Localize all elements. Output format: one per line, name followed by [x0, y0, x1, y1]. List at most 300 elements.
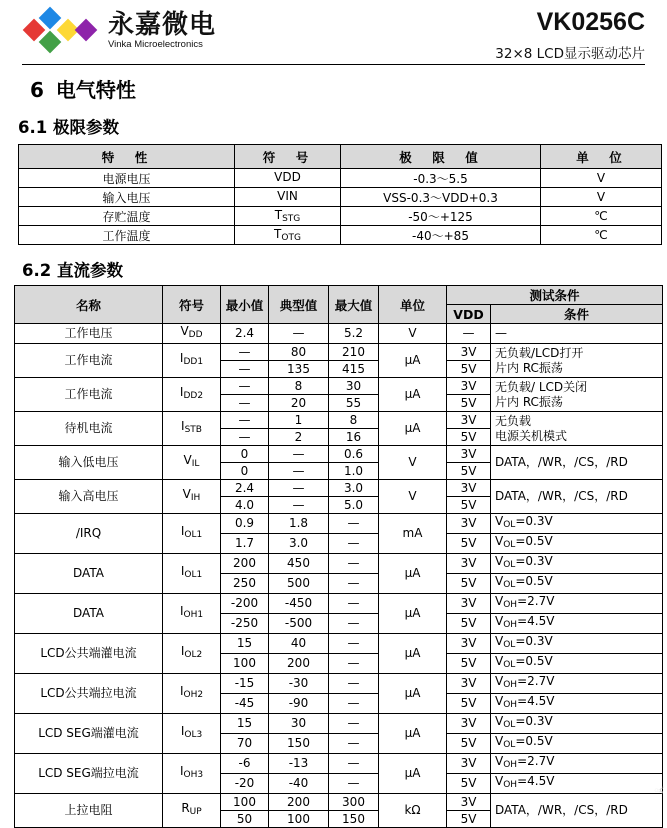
cell-vdd: 3V — [447, 480, 491, 497]
cell-max: 5.0 — [329, 497, 379, 514]
header-test-conditions: 测试条件 — [447, 286, 663, 305]
cell-unit: μA — [379, 714, 447, 754]
cell-max: — — [329, 514, 379, 534]
cell-symbol — [163, 324, 221, 344]
cell-symbol-sub: OTG — [281, 233, 301, 243]
cell-vdd: 5V — [447, 811, 491, 828]
condition-base: V — [495, 614, 504, 628]
cell-symbol-base: T — [274, 227, 282, 241]
header-max: 最大值 — [329, 286, 379, 324]
condition-value: =0.3V — [515, 554, 553, 568]
cell-condition — [491, 324, 663, 344]
cell-symbol-sub: OH3 — [183, 770, 204, 780]
cell-max: — — [329, 634, 379, 654]
cell-vdd: 3V — [447, 514, 491, 534]
condition-base: V — [495, 694, 504, 708]
dc-params-title: 6.2 直流参数 — [22, 261, 123, 280]
cell-symbol — [163, 794, 221, 828]
condition-line: 无负载 — [495, 413, 532, 428]
cell-max: — — [329, 654, 379, 674]
cell-condition — [491, 714, 663, 734]
condition-value: =0.5V — [515, 534, 553, 548]
cell-symbol-sub: OL2 — [184, 650, 203, 660]
cell-typ: 8 — [269, 378, 329, 395]
cell-vdd: 3V — [447, 446, 491, 463]
cell-condition — [491, 344, 663, 378]
cell-symbol-base: I — [179, 351, 184, 365]
cell-min: 2.4 — [221, 480, 269, 497]
cell-symbol — [235, 226, 341, 245]
table-row — [15, 754, 663, 774]
cell-condition — [491, 446, 663, 480]
cell-typ: 80 — [269, 344, 329, 361]
cell-min: — — [221, 361, 269, 378]
cell-unit: mA — [379, 514, 447, 554]
cell-max: — — [329, 534, 379, 554]
table-row — [15, 378, 663, 395]
condition-base: V — [495, 774, 504, 788]
cell-max: — — [329, 614, 379, 634]
condition-sub: OL — [503, 640, 516, 650]
cell-typ: -450 — [269, 594, 329, 614]
cell-min: -250 — [221, 614, 269, 634]
cell-min: 50 — [221, 811, 269, 828]
chip-code: VK0256C — [536, 8, 645, 36]
cell-unit: μA — [379, 674, 447, 714]
cell-name: 待机电流 — [15, 412, 163, 446]
table-row — [15, 674, 663, 694]
cell-symbol-base: V — [182, 487, 191, 501]
condition-sub: OL — [503, 560, 516, 570]
cell-name: 工作电压 — [15, 324, 163, 344]
cell-typ: -90 — [269, 694, 329, 714]
cell-typ: -30 — [269, 674, 329, 694]
cell-vdd: 3V — [447, 378, 491, 395]
cell-symbol — [235, 207, 341, 226]
cell-vdd: 3V — [447, 674, 491, 694]
cell-symbol-sub: OL1 — [184, 530, 203, 540]
cell-min: 70 — [221, 734, 269, 754]
cell-limit: -50～+125 — [341, 207, 541, 226]
cell-unit: μA — [379, 378, 447, 412]
cell-typ: 200 — [269, 794, 329, 811]
section-number: 6 — [30, 78, 44, 102]
cell-symbol-sub: OH2 — [183, 690, 204, 700]
cell-unit: μA — [379, 594, 447, 634]
cell-symbol-base: I — [181, 419, 185, 433]
table-row — [15, 594, 663, 614]
cell-vdd: 5V — [447, 774, 491, 794]
cell-vdd: 5V — [447, 429, 491, 446]
cell-vdd: 3V — [447, 634, 491, 654]
cell-symbol-base: I — [180, 644, 185, 658]
table-row — [15, 344, 663, 361]
cell-symbol-base: I — [180, 564, 185, 578]
cell-symbol-base: VDD — [274, 170, 301, 184]
table-row — [15, 324, 663, 344]
header-divider — [22, 64, 645, 65]
cell-unit: μA — [379, 554, 447, 594]
cell-vdd: 3V — [447, 412, 491, 429]
cell-max: 3.0 — [329, 480, 379, 497]
table-row — [19, 226, 662, 245]
cell-max: 1.0 — [329, 463, 379, 480]
cell-limit: VSS-0.3～VDD+0.3 — [341, 188, 541, 207]
cell-min: 200 — [221, 554, 269, 574]
condition-line: DATA，/WR，/CS，/RD — [495, 803, 628, 817]
cell-symbol-sub: DD2 — [183, 391, 204, 401]
cell-symbol — [163, 754, 221, 794]
cell-name: 工作电流 — [15, 344, 163, 378]
cell-name: DATA — [15, 594, 163, 634]
table-row — [19, 188, 662, 207]
cell-symbol — [163, 514, 221, 554]
cell-characteristic: 工作温度 — [19, 226, 235, 245]
cell-typ: 135 — [269, 361, 329, 378]
cell-unit: μA — [379, 344, 447, 378]
cell-symbol-base: I — [179, 684, 184, 698]
cell-max: 8 — [329, 412, 379, 429]
cell-limit: -0.3～5.5 — [341, 169, 541, 188]
cell-condition — [491, 694, 663, 714]
cell-symbol — [163, 674, 221, 714]
cell-max: — — [329, 714, 379, 734]
cell-unit: V — [379, 324, 447, 344]
cell-min: -45 — [221, 694, 269, 714]
cell-condition — [491, 754, 663, 774]
cell-max: 5.2 — [329, 324, 379, 344]
section-title — [30, 74, 136, 103]
cell-vdd: 3V — [447, 594, 491, 614]
brand-name-cn: 永嘉微电 — [108, 9, 217, 40]
condition-base: V — [495, 674, 504, 688]
cell-min: — — [221, 344, 269, 361]
watermark: ꥒꞔ꙼ — [654, 786, 663, 794]
cell-min: — — [221, 378, 269, 395]
condition-sub: OL — [503, 720, 516, 730]
cell-vdd: 3V — [447, 714, 491, 734]
cell-typ: 3.0 — [269, 534, 329, 554]
cell-typ: -13 — [269, 754, 329, 774]
cell-symbol — [163, 714, 221, 754]
chip-description: 32×8 LCD显示驱动芯片 — [495, 46, 645, 62]
cell-min: 2.4 — [221, 324, 269, 344]
cell-typ: -500 — [269, 614, 329, 634]
cell-max: — — [329, 754, 379, 774]
condition-sub: OL — [503, 540, 516, 550]
cell-vdd: — — [447, 324, 491, 344]
condition-sub: OL — [503, 660, 516, 670]
table-header-row — [19, 145, 662, 169]
header-symbol: 符 号 — [235, 145, 341, 169]
header-name: 名称 — [15, 286, 163, 324]
cell-symbol — [163, 480, 221, 514]
cell-max: — — [329, 774, 379, 794]
dc-params-table — [14, 285, 663, 828]
section-title-text: 电气特性 — [55, 78, 136, 102]
cell-unit: V — [541, 188, 662, 207]
header-unit: 单位 — [379, 286, 447, 324]
cell-max: — — [329, 574, 379, 594]
cell-condition — [491, 634, 663, 654]
cell-max: 55 — [329, 395, 379, 412]
cell-typ: 1 — [269, 412, 329, 429]
cell-vdd: 5V — [447, 614, 491, 634]
header-vdd: VDD — [447, 305, 491, 324]
cell-max: 150 — [329, 811, 379, 828]
cell-min: 100 — [221, 654, 269, 674]
cell-min: 15 — [221, 714, 269, 734]
condition-sub: OL — [503, 580, 516, 590]
cell-typ: 200 — [269, 654, 329, 674]
cell-name: 工作电流 — [15, 378, 163, 412]
cell-min: — — [221, 395, 269, 412]
cell-max: — — [329, 594, 379, 614]
cell-min: 4.0 — [221, 497, 269, 514]
header-characteristic: 特 性 — [19, 145, 235, 169]
condition-sub: OL — [503, 520, 516, 530]
cell-symbol-sub: DD1 — [183, 357, 204, 367]
condition-value: =4.5V — [517, 774, 555, 788]
cell-symbol-sub: OL3 — [184, 730, 203, 740]
table-row — [19, 169, 662, 188]
cell-condition — [491, 614, 663, 634]
cell-min: -15 — [221, 674, 269, 694]
cell-unit: ℃ — [541, 207, 662, 226]
cell-symbol — [163, 344, 221, 378]
header-limit: 极 限 值 — [341, 145, 541, 169]
cell-max: — — [329, 554, 379, 574]
cell-typ: 40 — [269, 634, 329, 654]
table-row — [15, 480, 663, 497]
cell-typ: 100 — [269, 811, 329, 828]
condition-value: =4.5V — [517, 614, 555, 628]
table-header-row — [15, 286, 663, 305]
condition-base: V — [495, 714, 504, 728]
cell-name: LCD SEG端拉电流 — [15, 754, 163, 794]
condition-sub: OH — [503, 780, 518, 790]
cell-name: LCD公共端灌电流 — [15, 634, 163, 674]
abs-max-title: 6.1 极限参数 — [18, 118, 119, 137]
header-unit: 单 位 — [541, 145, 662, 169]
cell-symbol-sub: STB — [184, 425, 202, 435]
cell-min: -200 — [221, 594, 269, 614]
condition-value: =4.5V — [517, 694, 555, 708]
cell-unit: V — [379, 446, 447, 480]
cell-symbol-base: R — [181, 801, 190, 815]
cell-symbol — [163, 412, 221, 446]
cell-symbol — [163, 634, 221, 674]
cell-name: 上拉电阻 — [15, 794, 163, 828]
condition-base: V — [495, 534, 504, 548]
cell-min: 250 — [221, 574, 269, 594]
condition-sub: OH — [503, 680, 518, 690]
cell-typ: — — [269, 480, 329, 497]
brand-name-en: Vinka Microelectronics — [108, 38, 203, 50]
cell-typ: — — [269, 497, 329, 514]
cell-symbol — [163, 594, 221, 634]
cell-min: — — [221, 429, 269, 446]
table-row — [15, 794, 663, 811]
cell-name: DATA — [15, 554, 163, 594]
cell-typ: — — [269, 463, 329, 480]
condition-sub: OH — [503, 620, 518, 630]
cell-name: 输入高电压 — [15, 480, 163, 514]
cell-characteristic: 输入电压 — [19, 188, 235, 207]
cell-condition — [491, 734, 663, 754]
cell-vdd: 5V — [447, 361, 491, 378]
cell-min: 15 — [221, 634, 269, 654]
cell-symbol-sub: UP — [189, 807, 202, 817]
cell-symbol-base: I — [180, 724, 185, 738]
cell-max: 30 — [329, 378, 379, 395]
condition-sub: OH — [503, 700, 518, 710]
header-condition: 条件 — [491, 305, 663, 324]
cell-symbol — [163, 378, 221, 412]
cell-max: — — [329, 674, 379, 694]
cell-typ: — — [269, 446, 329, 463]
condition-line: — — [495, 326, 507, 340]
cell-symbol-base: VIN — [277, 189, 298, 203]
cell-unit: V — [541, 169, 662, 188]
condition-line: DATA，/WR，/CS，/RD — [495, 455, 628, 469]
condition-base: V — [495, 554, 504, 568]
cell-condition — [491, 554, 663, 574]
cell-min: 1.7 — [221, 534, 269, 554]
cell-unit: μA — [379, 412, 447, 446]
condition-value: =2.7V — [517, 674, 555, 688]
cell-symbol — [235, 169, 341, 188]
cell-typ: 20 — [269, 395, 329, 412]
condition-value: =2.7V — [517, 594, 555, 608]
cell-name: /IRQ — [15, 514, 163, 554]
cell-vdd: 3V — [447, 554, 491, 574]
cell-condition — [491, 674, 663, 694]
cell-symbol — [235, 188, 341, 207]
cell-vdd: 5V — [447, 534, 491, 554]
cell-max: 16 — [329, 429, 379, 446]
cell-symbol — [163, 554, 221, 594]
cell-symbol-base: I — [180, 524, 185, 538]
table-row — [15, 514, 663, 534]
cell-symbol-sub: IL — [191, 459, 200, 469]
cell-symbol-sub: DD — [188, 330, 203, 340]
cell-typ: 150 — [269, 734, 329, 754]
condition-value: =0.5V — [515, 654, 553, 668]
condition-line: DATA，/WR，/CS，/RD — [495, 489, 628, 503]
cell-min: -6 — [221, 754, 269, 774]
cell-name: LCD SEG端灌电流 — [15, 714, 163, 754]
brand-logo — [22, 8, 216, 52]
table-row — [15, 554, 663, 574]
cell-symbol — [163, 446, 221, 480]
condition-value: =0.5V — [515, 574, 553, 588]
cell-characteristic: 电源电压 — [19, 169, 235, 188]
condition-line: 无负载/LCD打开 — [495, 345, 584, 360]
cell-min: — — [221, 412, 269, 429]
cell-vdd: 5V — [447, 574, 491, 594]
cell-unit: V — [379, 480, 447, 514]
condition-base: V — [495, 634, 504, 648]
cell-max: 415 — [329, 361, 379, 378]
cell-max: 210 — [329, 344, 379, 361]
cell-symbol-base: V — [180, 324, 189, 338]
cell-symbol-sub: OL1 — [184, 570, 203, 580]
cell-symbol-base: V — [183, 453, 192, 467]
header-min: 最小值 — [221, 286, 269, 324]
cell-condition — [491, 378, 663, 412]
table-row — [15, 446, 663, 463]
cell-vdd: 3V — [447, 754, 491, 774]
cell-typ: 450 — [269, 554, 329, 574]
cell-typ: 2 — [269, 429, 329, 446]
cell-symbol-base: I — [179, 764, 184, 778]
cell-vdd: 3V — [447, 794, 491, 811]
condition-line: 无负载/ LCD关闭 — [495, 379, 588, 394]
cell-name: LCD公共端拉电流 — [15, 674, 163, 714]
cell-condition — [491, 794, 663, 828]
cell-limit: -40～+85 — [341, 226, 541, 245]
cell-unit: ℃ — [541, 226, 662, 245]
cell-min: 100 — [221, 794, 269, 811]
condition-line: 片内 RC振荡 — [495, 360, 563, 375]
condition-value: =0.3V — [515, 514, 553, 528]
cell-vdd: 3V — [447, 344, 491, 361]
cell-unit: μA — [379, 754, 447, 794]
table-row — [19, 207, 662, 226]
cell-vdd: 5V — [447, 463, 491, 480]
condition-base: V — [495, 514, 504, 528]
absolute-max-table — [18, 144, 662, 245]
cell-symbol-sub: IH — [190, 493, 201, 503]
condition-base: V — [495, 734, 504, 748]
cell-max: — — [329, 694, 379, 714]
cell-characteristic: 存贮温度 — [19, 207, 235, 226]
logo-diamonds-icon — [22, 8, 106, 52]
cell-vdd: 5V — [447, 694, 491, 714]
cell-max: 300 — [329, 794, 379, 811]
cell-unit: kΩ — [379, 794, 447, 828]
cell-condition — [491, 594, 663, 614]
cell-condition — [491, 412, 663, 446]
condition-base: V — [495, 594, 504, 608]
cell-symbol-base: I — [179, 604, 184, 618]
cell-unit: μA — [379, 634, 447, 674]
cell-symbol-sub: OH1 — [183, 610, 204, 620]
cell-min: 0 — [221, 463, 269, 480]
table-row — [15, 714, 663, 734]
cell-symbol-base: I — [179, 385, 184, 399]
cell-name: 输入低电压 — [15, 446, 163, 480]
cell-condition — [491, 480, 663, 514]
cell-symbol-base: T — [274, 208, 283, 222]
table-row — [15, 412, 663, 429]
condition-value: =0.3V — [515, 634, 553, 648]
cell-vdd: 5V — [447, 497, 491, 514]
condition-base: V — [495, 654, 504, 668]
condition-value: =0.5V — [515, 734, 553, 748]
cell-min: 0 — [221, 446, 269, 463]
cell-condition — [491, 774, 663, 794]
cell-condition — [491, 654, 663, 674]
condition-sub: OH — [503, 600, 518, 610]
cell-typ: — — [269, 324, 329, 344]
cell-condition — [491, 514, 663, 534]
condition-line: 电源关机模式 — [495, 428, 568, 443]
condition-sub: OH — [503, 760, 518, 770]
cell-vdd: 5V — [447, 734, 491, 754]
cell-typ: 500 — [269, 574, 329, 594]
